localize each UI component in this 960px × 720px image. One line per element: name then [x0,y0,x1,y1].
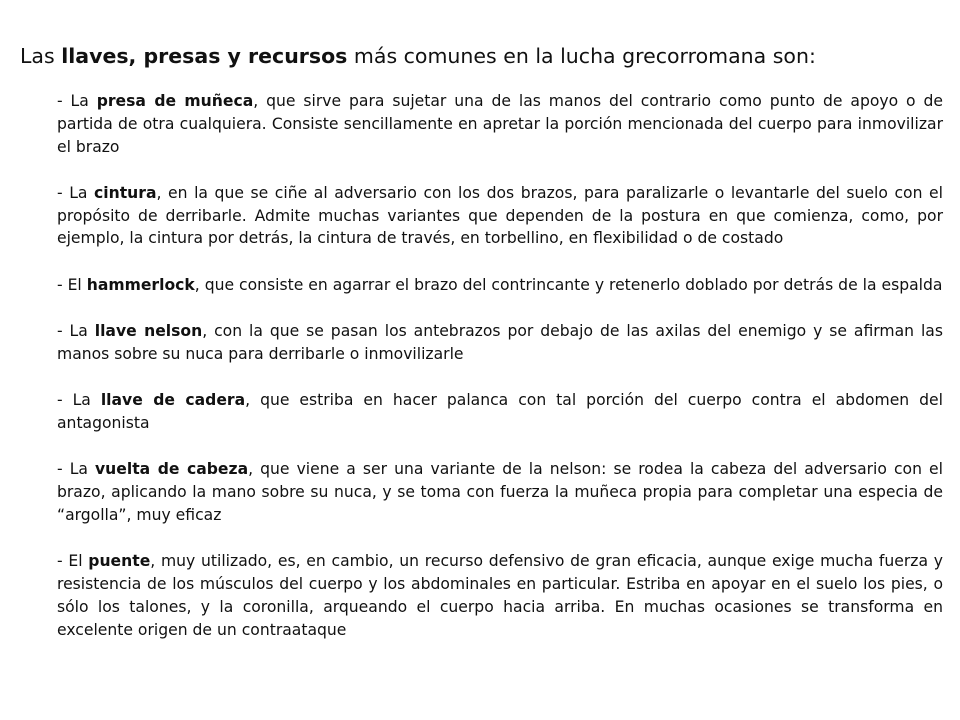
technique-item-hammerlock [57,274,943,297]
item-term: hammerlock [86,275,195,294]
item-term: llave de cadera [100,391,246,410]
item-description: , con la que se pasan los antebrazos por debajo de las axilas del enemigo y se afirman las manos sobre su nuca para derribarle o inmovilizarle [57,322,943,363]
item-prefix: - La [57,322,95,341]
technique-item-puente [57,550,943,641]
item-prefix: - El [57,275,87,294]
item-term: puente [88,552,151,571]
item-prefix: - La [57,183,95,202]
item-term: cintura [94,183,157,202]
item-term: presa de muñeca [96,92,254,110]
heading-text-before: Las [20,44,62,68]
technique-item-llave-de-cadera [57,389,943,435]
technique-list [57,90,943,665]
technique-item-vuelta-de-cabeza [57,458,943,526]
item-prefix: - La [57,460,96,479]
item-prefix: - La [57,391,101,410]
technique-item-presa-de-muneca [57,90,943,158]
item-prefix: - La [57,92,97,110]
heading-text-after: más comunes en la lucha grecorromana son: [347,44,816,68]
item-description: , que estriba en hacer palanca con tal porción del cuerpo contra el abdomen del antagonista [57,391,943,432]
item-description: , que sirve para sujetar una de las manos del contrario como punto de apoyo o de partida de otra cualquiera. Consiste sencillamente en apretar la porción mencionada del cuerpo para inmovilizar el brazo [57,92,943,156]
item-description: , muy utilizado, es, en cambio, un recurso defensivo de gran eficacia, aunque exige mucha fuerza y resistencia de los músculos del cuerpo y los abdominales en particular. Estriba en apoyar en el suelo los pies, o sólo los talones, y la coronilla, arqueando el cuerpo hacia arriba. En muchas ocasiones se transforma en excelente origen de un contraataque [57,552,943,639]
heading-text-bold: llaves, presas y recursos [61,44,348,68]
item-description: , que consiste en agarrar el brazo del contrincante y retenerlo doblado por detrás de la espalda [194,275,943,294]
item-description: , que viene a ser una variante de la nelson: se rodea la cabeza del adversario con el brazo, aplicando la mano sobre su nuca, y se toma con fuerza la muñeca propia para completar una especia de “argolla”, muy eficaz [57,460,943,524]
item-term: llave nelson [94,322,203,341]
item-prefix: - El [57,552,89,571]
slide-heading [20,42,940,70]
item-description: , en la que se ciñe al adversario con los dos brazos, para paralizarle o levantarle del suelo con el propósito de derribarle. Admite muchas variantes que dependen de la postura en que comienza, como, por ejemplo, la cintura por detrás, la cintura de través, en torbellino, en flexibilidad o de costado [57,183,943,248]
technique-item-cintura [57,182,943,250]
technique-item-llave-nelson [57,320,943,366]
item-term: vuelta de cabeza [95,460,249,479]
